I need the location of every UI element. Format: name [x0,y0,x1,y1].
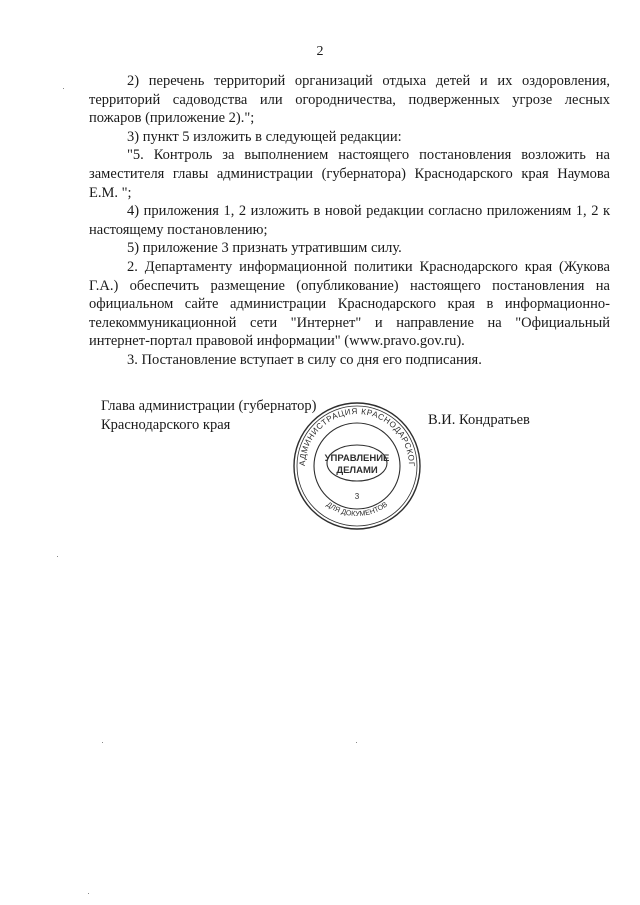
seal-center-line1: УПРАВЛЕНИЕ [324,453,390,464]
seal-graphic [292,401,422,531]
signatory-position-line1: Глава администрации (губернатор) [101,398,317,414]
paragraph-clause-3: 3. Постановление вступает в силу со дня его подписания. [127,351,482,368]
page-number: 2 [316,44,324,59]
scan-speck [88,893,89,894]
scan-speck [57,556,58,557]
scan-speck [102,742,103,743]
paragraph-list-item-3: 3) пункт 5 изложить в следующей редакции: [127,128,402,145]
seal-outer-text: АДМИНИСТРАЦИЯ КРАСНОДАРСКОГ [297,406,417,467]
seal-bottom-text: ДЛЯ ДОКУМЕНТОВ [324,499,390,519]
seal-center-line2: ДЕЛАМИ [336,465,378,476]
paragraph-quoted-clause-5: "5. Контроль за выполнением настоящего постановления возложить на заместителя главы администрации (губернатора) Краснодарского края Наумова Е.М. "; [89,147,610,201]
signature-block [101,397,317,435]
scan-speck [63,88,64,89]
scan-speck [356,742,357,743]
paragraph-list-item-4: 4) приложения 1, 2 изложить в новой редакции согласно приложениям 1, 2 к настоящему постановлению; [89,203,610,238]
paragraph-list-item-5: 5) приложение 3 признать утратившим силу. [127,240,402,257]
document-body [89,72,610,370]
signatory-position-line2: Краснодарского края [101,417,231,433]
paragraph-list-item-2: 2) перечень территорий организаций отдыха детей и их оздоровления, территорий садоводства или огородничества, подверженных угрозе лесных пожаров (приложение 2)."; [89,73,610,127]
signatory-name: В.И. Кондратьев [428,412,530,428]
official-seal-stamp [292,401,422,531]
paragraph-clause-2: 2. Департаменту информационной политики Краснодарского края (Жукова Г.А.) обеспечить размещение (опубликование) настоящего постановления на официальном сайте администрации Краснодарского края в информационно-телекоммуникационной сети "Интернет" и направление на "Официальный интернет-портал правовой информации" (www.pravo.gov.ru). [89,258,610,350]
seal-number: 3 [354,492,360,501]
